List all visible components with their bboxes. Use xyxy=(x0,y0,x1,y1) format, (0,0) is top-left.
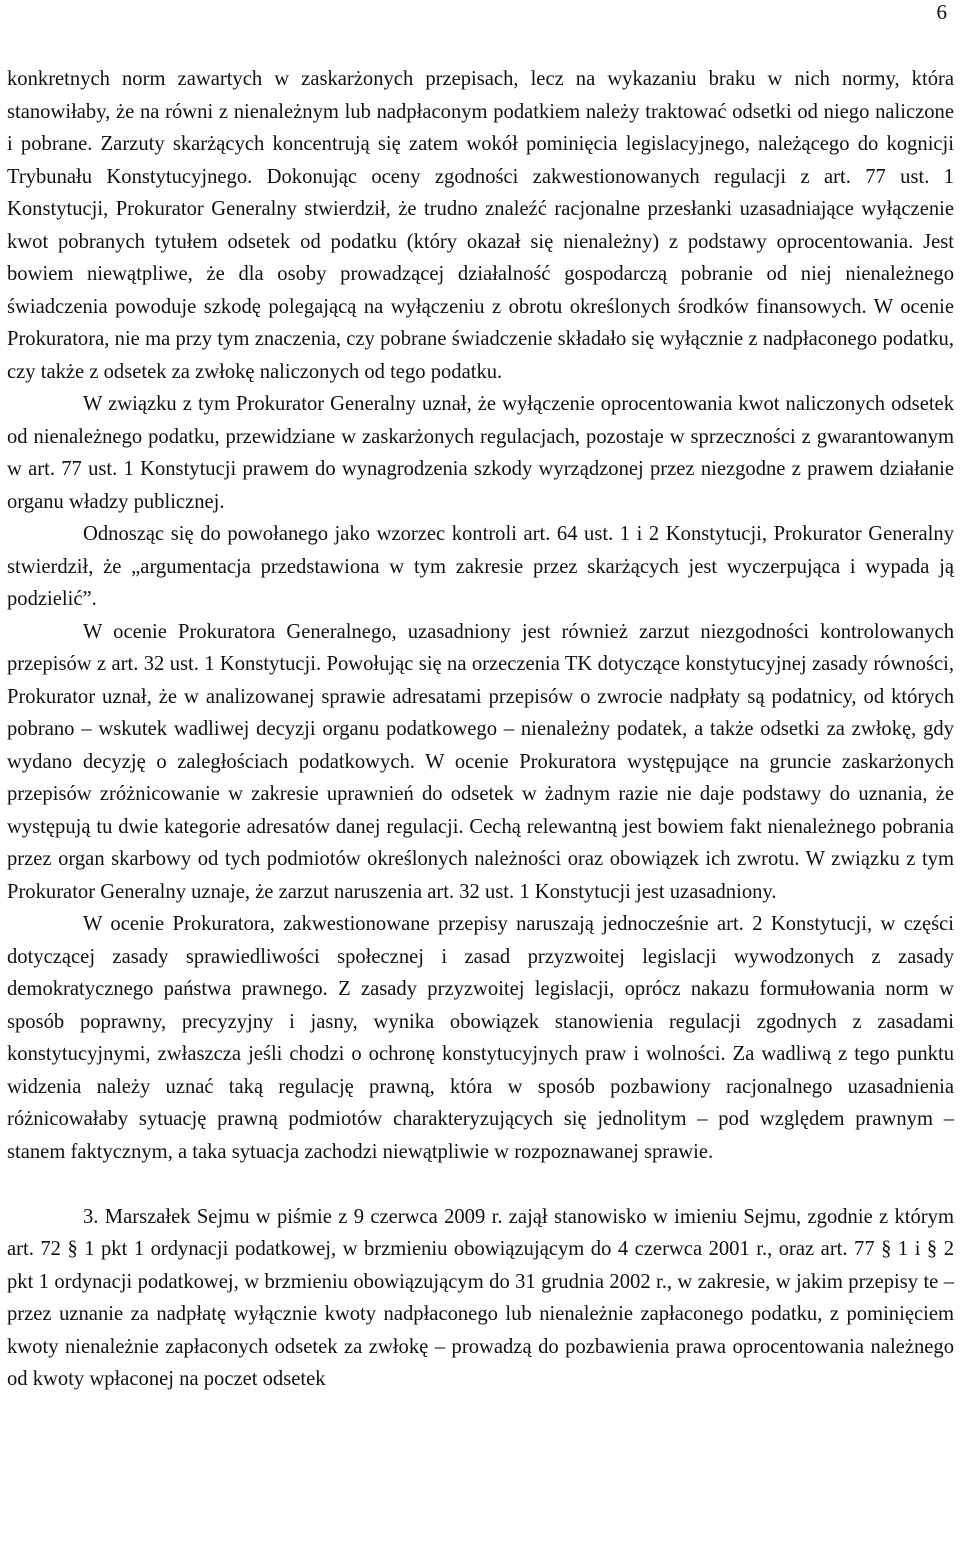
page-number: 6 xyxy=(936,0,947,24)
document-body xyxy=(7,63,954,1396)
paragraph-3: Odnosząc się do powołanego jako wzorzec kontroli art. 64 ust. 1 i 2 Konstytucji, Prokurator Generalny stwierdził, że „argumentacja przedstawiona w tym zakresie przez skarżących jest wyczerpująca i wypada ją podzielić”. xyxy=(7,523,954,610)
paragraph-1: konkretnych norm zawartych w zaskarżonych przepisach, lecz na wykazaniu braku w nich normy, która stanowiłaby, że na równi z nienależnym lub nadpłaconym podatkiem należy traktować odsetki od niego naliczone i pobrane. Zarzuty skarżących koncentrują się zatem wokół pominięcia legislacyjnego, należącego do kognicji Trybunału Konstytucyjnego. Dokonując oceny zgodności zakwestionowanych regulacji z art. 77 ust. 1 Konstytucji, Prokurator Generalny stwierdził, że trudno znaleźć racjonalne przesłanki uzasadniające wyłączenie kwot pobranych tytułem odsetek od podatku (który okazał się nienależny) z podstawy oprocentowania. Jest bowiem niewątpliwe, że dla osoby prowadzącej działalność gospodarczą pobranie od niej nienależnego świadczenia powoduje szkodę polegającą na wyłączeniu z obrotu określonych środków finansowych. W ocenie Prokuratora, nie ma przy tym znaczenia, czy pobrane świadczenie składało się wyłącznie z nadpłaconego podatku, czy także z odsetek za zwłokę naliczonych od tego podatku. xyxy=(7,68,954,383)
paragraph-5: W ocenie Prokuratora, zakwestionowane przepisy naruszają jednocześnie art. 2 Konstytucji, w części dotyczącej zasady sprawiedliwości społecznej i zasad przyzwoitej legislacji wywodzonych z zasady demokratycznego państwa prawnego. Z zasady przyzwoitej legislacji, oprócz nakazu formułowania norm w sposób poprawny, precyzyjny i jasny, wynika obowiązek stanowienia regulacji zgodnych z zasadami konstytucyjnymi, zwłaszcza jeśli chodzi o ochronę konstytucyjnych praw i wolności. Za wadliwą z tego punktu widzenia należy uznać taką regulację prawną, która w sposób pozbawiony racjonalnego uzasadnienia różnicowałaby sytuację prawną podmiotów charakteryzujących się jednolitym – pod względem prawnym – stanem faktycznym, a taka sytuacja zachodzi niewątpliwie w rozpoznawanej sprawie. xyxy=(7,913,954,1163)
paragraph-4: W ocenie Prokuratora Generalnego, uzasadniony jest również zarzut niezgodności kontrolowanych przepisów z art. 32 ust. 1 Konstytucji. Powołując się na orzeczenia TK dotyczące konstytucyjnej zasady równości, Prokurator uznał, że w analizowanej sprawie adresatami przepisów o zwrocie nadpłaty są podatnicy, od których pobrano – wskutek wadliwej decyzji organu podatkowego – nienależny podatek, a także odsetki za zwłokę, gdy wydano decyzję o zaległościach podatkowych. W ocenie Prokuratora występujące na gruncie zaskarżonych przepisów zróżnicowanie w zakresie uprawnień do odsetek w żadnym razie nie daje podstawy do uznania, że występują tu dwie kategorie adresatów danej regulacji. Cechą relewantną jest bowiem fakt nienależnego pobrania przez organ skarbowy od tych podmiotów określonych należności oraz obowiązek ich zwrotu. W związku z tym Prokurator Generalny uznaje, że zarzut naruszenia art. 32 ust. 1 Konstytucji jest uzasadniony. xyxy=(7,620,954,903)
paragraph-6: 3. Marszałek Sejmu w piśmie z 9 czerwca 2009 r. zajął stanowisko w imieniu Sejmu, zgodnie z którym art. 72 § 1 pkt 1 ordynacji podatkowej, w brzmieniu obowiązującym do 4 czerwca 2001 r., oraz art. 77 § 1 i § 2 pkt 1 ordynacji podatkowej, w brzmieniu obowiązującym do 31 grudnia 2002 r., w zakresie, w jakim przepisy te – przez uznanie za nadpłatę wyłącznie kwoty nadpłaconego lub nienależnie zapłaconego podatku, z pominięciem kwoty nienależnie zapłaconych odsetek za zwłokę – prowadzą do pozbawienia prawa oprocentowania należnego od kwoty wpłaconej na poczet odsetek xyxy=(7,1205,954,1390)
paragraph-2: W związku z tym Prokurator Generalny uznał, że wyłączenie oprocentowania kwot naliczonych odsetek od nienależnego podatku, przewidziane w zaskarżonych regulacjach, pozostaje w sprzeczności z gwarantowanym w art. 77 ust. 1 Konstytucji prawem do wynagrodzenia szkody wyrządzonej przez niezgodne z prawem działanie organu władzy publicznej. xyxy=(7,393,954,513)
